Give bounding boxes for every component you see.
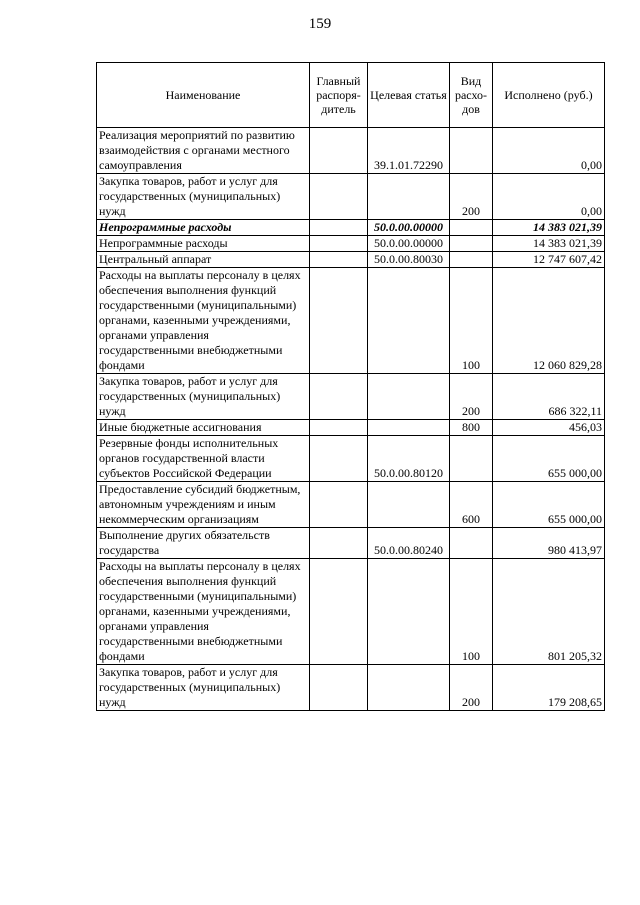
- budget-execution-table: [96, 62, 605, 711]
- header-amount: Исполнено (руб.): [493, 63, 605, 128]
- table-body: [97, 128, 605, 711]
- table-row: [97, 174, 605, 220]
- cell-target: [368, 374, 450, 420]
- cell-kind: [450, 436, 493, 482]
- cell-amount: 0,00: [493, 128, 605, 174]
- cell-name: Выполнение других обязательств государства: [97, 528, 310, 559]
- cell-admin: [310, 665, 368, 711]
- cell-admin: [310, 220, 368, 236]
- cell-target: 50.0.00.00000: [368, 236, 450, 252]
- cell-name: Центральный аппарат: [97, 252, 310, 268]
- header-kind: Вид расхо-дов: [450, 63, 493, 128]
- cell-admin: [310, 174, 368, 220]
- cell-kind: 600: [450, 482, 493, 528]
- cell-target: 50.0.00.80030: [368, 252, 450, 268]
- cell-name: Закупка товаров, работ и услуг для государственных (муниципальных) нужд: [97, 374, 310, 420]
- cell-kind: [450, 252, 493, 268]
- cell-target: [368, 482, 450, 528]
- cell-name: Предоставление субсидий бюджетным, автономным учреждениям и иным некоммерческим организациям: [97, 482, 310, 528]
- cell-target: [368, 174, 450, 220]
- cell-admin: [310, 128, 368, 174]
- cell-amount: 980 413,97: [493, 528, 605, 559]
- table-row: [97, 128, 605, 174]
- cell-target: 50.0.00.80120: [368, 436, 450, 482]
- table-row: [97, 436, 605, 482]
- cell-amount: 12 747 607,42: [493, 252, 605, 268]
- table-row: [97, 236, 605, 252]
- cell-target: 39.1.01.72290: [368, 128, 450, 174]
- cell-admin: [310, 236, 368, 252]
- cell-name: Расходы на выплаты персоналу в целях обеспечения выполнения функций государственными (муниципальными) органами, казенными учреждениями, органами управления государственными внебюджетными фондами: [97, 268, 310, 374]
- page-number: 159: [308, 16, 332, 32]
- cell-name: Непрограммные расходы: [97, 236, 310, 252]
- cell-target: [368, 559, 450, 665]
- cell-name: Закупка товаров, работ и услуг для государственных (муниципальных) нужд: [97, 665, 310, 711]
- cell-kind: 200: [450, 174, 493, 220]
- header-target: Целевая статья: [368, 63, 450, 128]
- table-row: [97, 252, 605, 268]
- cell-amount: 14 383 021,39: [493, 236, 605, 252]
- header-admin: Главный распоря-дитель: [310, 63, 368, 128]
- cell-target: [368, 420, 450, 436]
- cell-amount: 801 205,32: [493, 559, 605, 665]
- cell-admin: [310, 482, 368, 528]
- cell-name: Иные бюджетные ассигнования: [97, 420, 310, 436]
- cell-admin: [310, 420, 368, 436]
- cell-target: 50.0.00.00000: [368, 220, 450, 236]
- cell-kind: [450, 528, 493, 559]
- cell-amount: 179 208,65: [493, 665, 605, 711]
- table-row: [97, 374, 605, 420]
- cell-admin: [310, 252, 368, 268]
- table-row: [97, 220, 605, 236]
- table-header-row: [97, 63, 605, 128]
- cell-target: [368, 268, 450, 374]
- cell-amount: 655 000,00: [493, 436, 605, 482]
- cell-amount: 0,00: [493, 174, 605, 220]
- cell-kind: [450, 220, 493, 236]
- table-row: [97, 482, 605, 528]
- cell-admin: [310, 559, 368, 665]
- cell-target: 50.0.00.80240: [368, 528, 450, 559]
- cell-amount: 12 060 829,28: [493, 268, 605, 374]
- cell-kind: 200: [450, 665, 493, 711]
- table-row: [97, 665, 605, 711]
- cell-admin: [310, 374, 368, 420]
- cell-admin: [310, 436, 368, 482]
- header-name: Наименование: [97, 63, 310, 128]
- cell-target: [368, 665, 450, 711]
- cell-kind: 100: [450, 559, 493, 665]
- cell-name: Реализация мероприятий по развитию взаимодействия с органами местного самоуправления: [97, 128, 310, 174]
- cell-name: Резервные фонды исполнительных органов государственной власти субъектов Российской Федерации: [97, 436, 310, 482]
- cell-kind: 800: [450, 420, 493, 436]
- cell-admin: [310, 268, 368, 374]
- table-row: [97, 268, 605, 374]
- cell-name: Расходы на выплаты персоналу в целях обеспечения выполнения функций государственными (муниципальными) органами, казенными учреждениями, органами управления государственными внебюджетными фондами: [97, 559, 310, 665]
- table-row: [97, 420, 605, 436]
- cell-admin: [310, 528, 368, 559]
- cell-kind: [450, 236, 493, 252]
- cell-kind: [450, 128, 493, 174]
- cell-kind: 100: [450, 268, 493, 374]
- cell-name: Непрограммные расходы: [97, 220, 310, 236]
- table-row: [97, 528, 605, 559]
- cell-name: Закупка товаров, работ и услуг для государственных (муниципальных) нужд: [97, 174, 310, 220]
- cell-amount: 686 322,11: [493, 374, 605, 420]
- table-row: [97, 559, 605, 665]
- cell-amount: 14 383 021,39: [493, 220, 605, 236]
- cell-amount: 456,03: [493, 420, 605, 436]
- cell-amount: 655 000,00: [493, 482, 605, 528]
- cell-kind: 200: [450, 374, 493, 420]
